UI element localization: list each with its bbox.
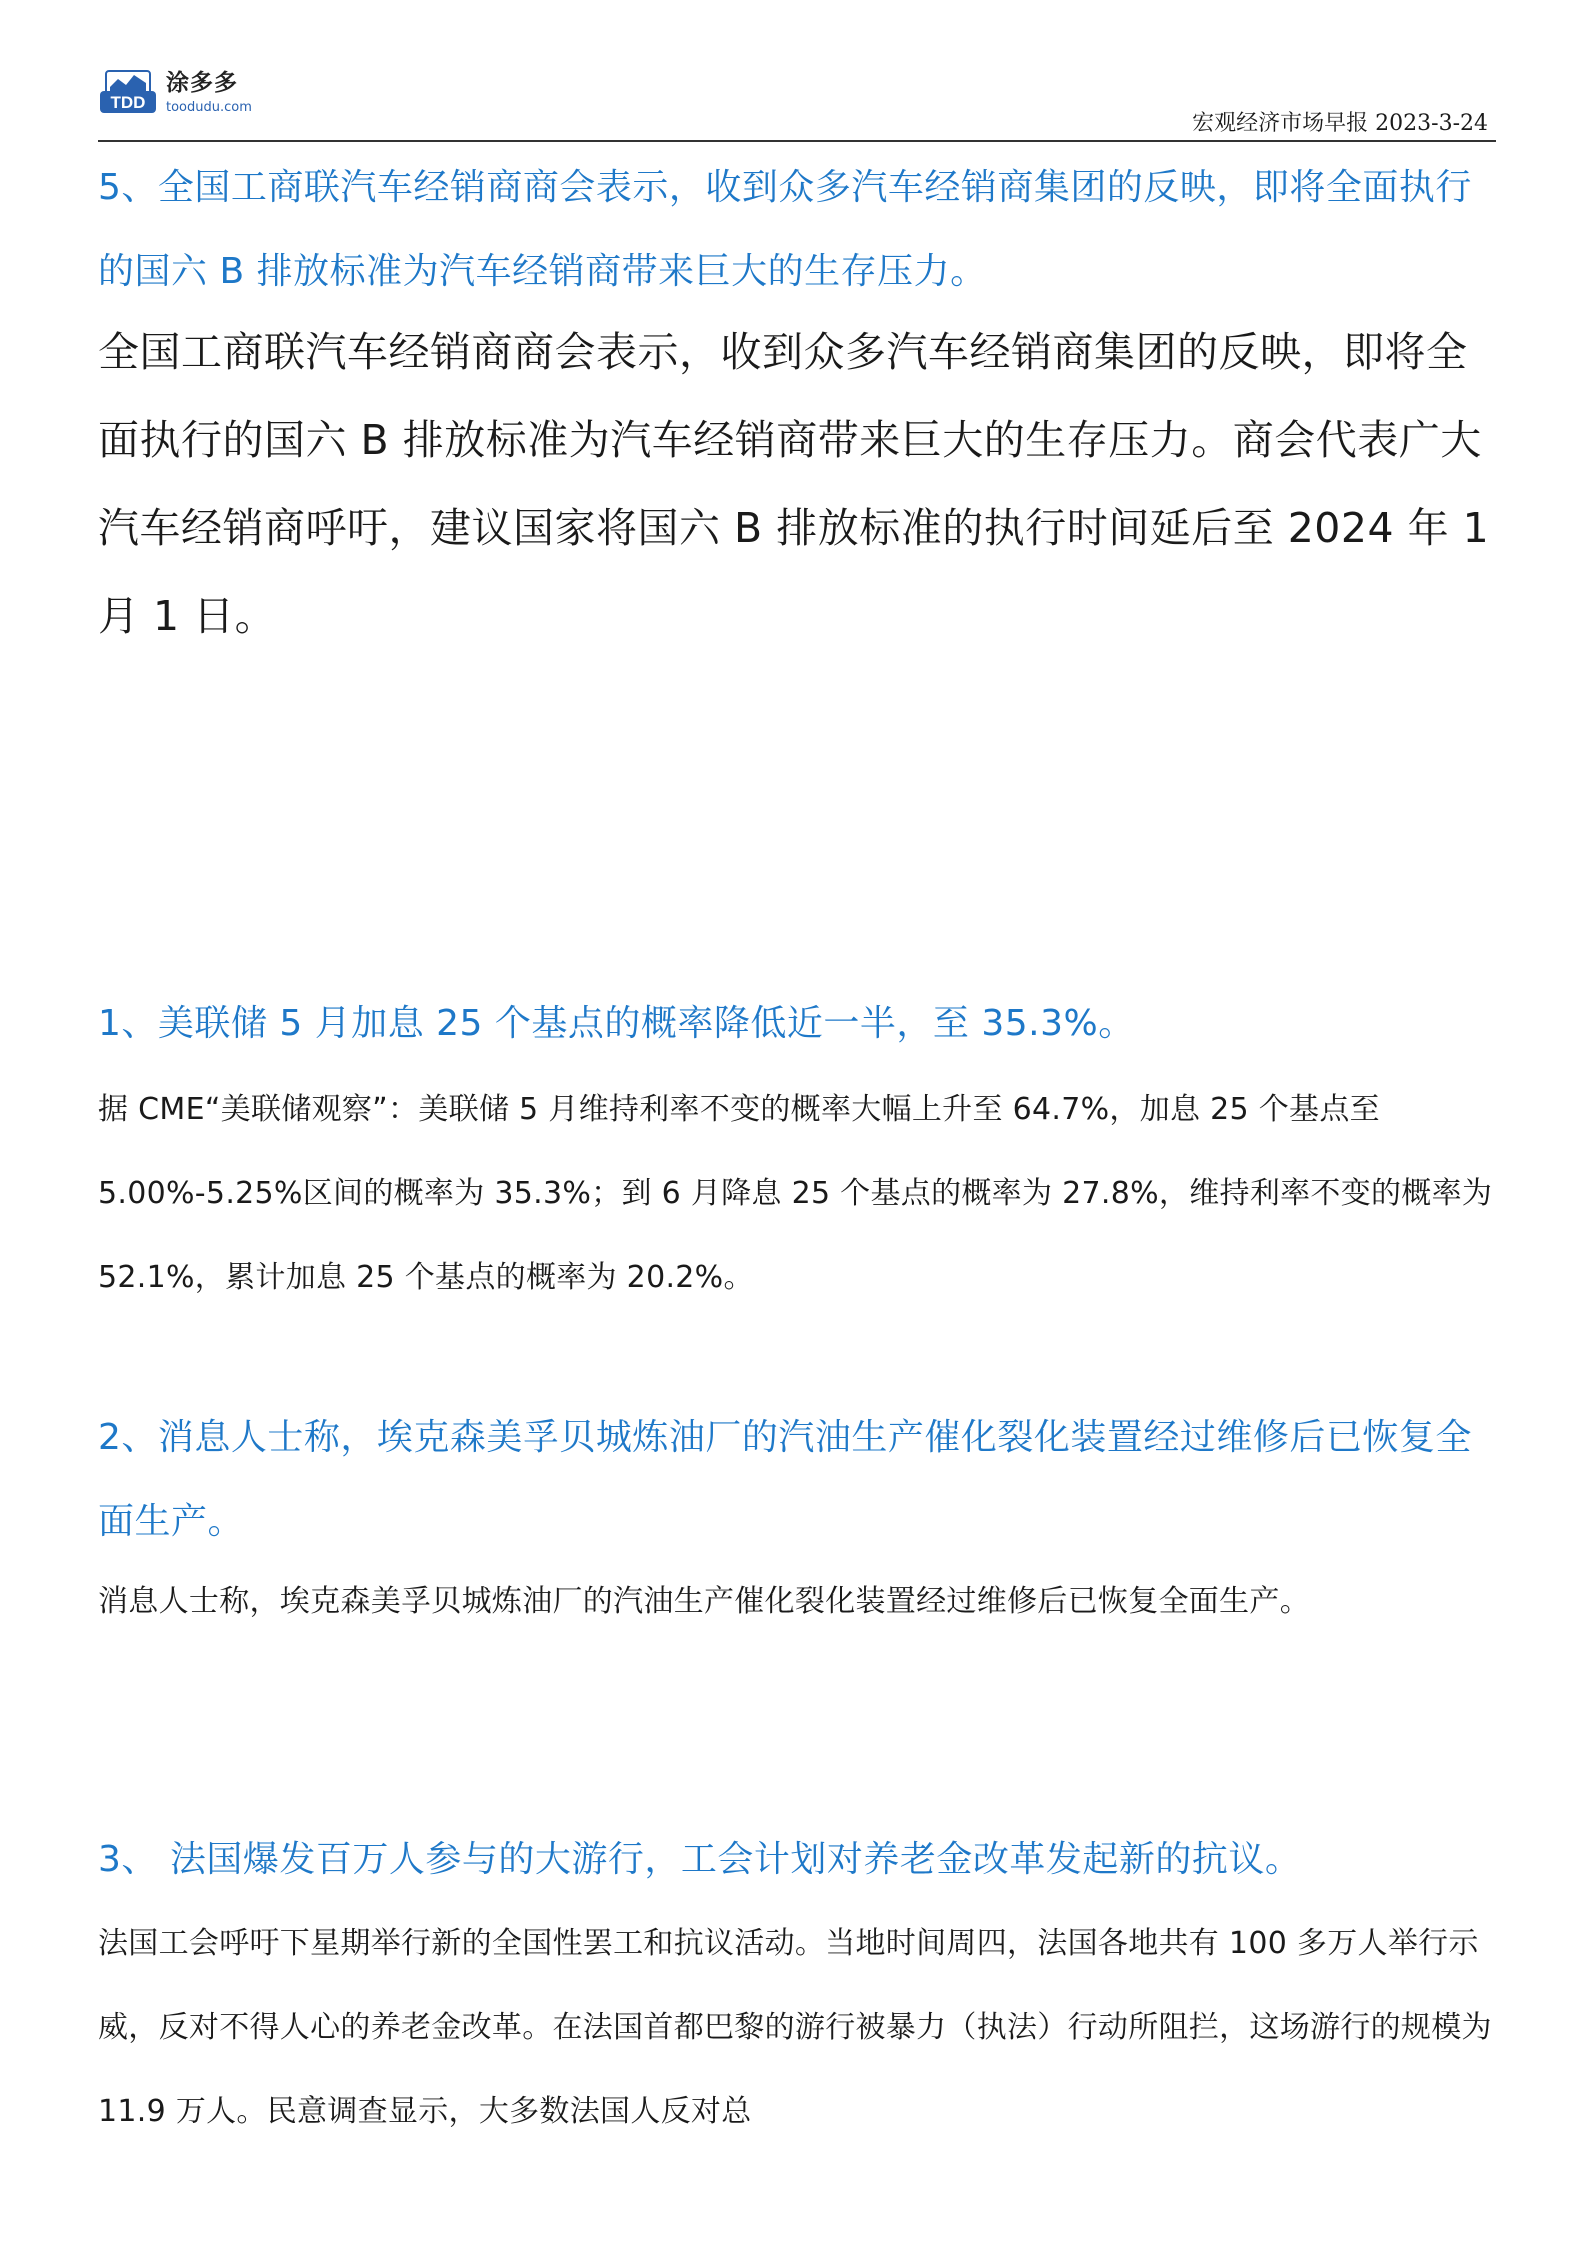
logo xyxy=(98,60,252,126)
section-3-body: 法国工会呼吁下星期举行新的全国性罢工和抗议活动。当地时间周四，法国各地共有 100 多万人举行示威，反对不得人心的养老金改革。在法国首都巴黎的游行被暴力（执法）行动所阻拦，这场游行的规模为 11.9 万人。民意调查显示，大多数法国人反对总 xyxy=(98,1926,1492,2129)
svg-text:TDD: TDD xyxy=(110,93,146,112)
section-1-body: 据 CME“美联储观察”：美联储 5 月维持利率不变的概率大幅上升至 64.7%，加息 25 个基点至 5.00%-5.25%区间的概率为 35.3%；到 6 月降息 25 个基点的概率为 27.8%，维持利率不变的概率为 52.1%，累计加息 25 个基点的概率为 20.2%。 xyxy=(98,1092,1493,1295)
section-2-body: 消息人士称，埃克森美孚贝城炼油厂的汽油生产催化裂化装置经过维修后已恢复全面生产。 xyxy=(98,1584,1310,1619)
page-header xyxy=(98,60,1496,142)
header-divider xyxy=(98,140,1496,142)
section-1-heading: 1、美联储 5 月加息 25 个基点的概率降低近一半，至 35.3%。 xyxy=(98,1003,1135,1044)
section-5-heading: 5、全国工商联汽车经销商商会表示，收到众多汽车经销商集团的反映，即将全面执行的国六 B 排放标准为汽车经销商带来巨大的生存压力。 xyxy=(98,167,1472,292)
logo-url: toodudu.com xyxy=(166,100,252,115)
section-3-heading: 3、 法国爆发百万人参与的大游行，工会计划对养老金改革发起新的抗议。 xyxy=(98,1839,1302,1880)
section-5-body: 全国工商联汽车经销商商会表示，收到众多汽车经销商集团的反映，即将全面执行的国六 B 排放标准为汽车经销商带来巨大的生存压力。商会代表广大汽车经销商呼吁，建议国家将国六 B 排放标准的执行时间延后至 2024 年 1 月 1 日。 xyxy=(98,328,1490,640)
logo-badge-icon xyxy=(98,63,158,123)
section-2-heading: 2、消息人士称，埃克森美孚贝城炼油厂的汽油生产催化裂化装置经过维修后已恢复全面生产。 xyxy=(98,1417,1472,1542)
report-title: 宏观经济市场早报 2023-3-24 xyxy=(1192,111,1488,136)
logo-name: 涂多多 xyxy=(166,70,238,96)
